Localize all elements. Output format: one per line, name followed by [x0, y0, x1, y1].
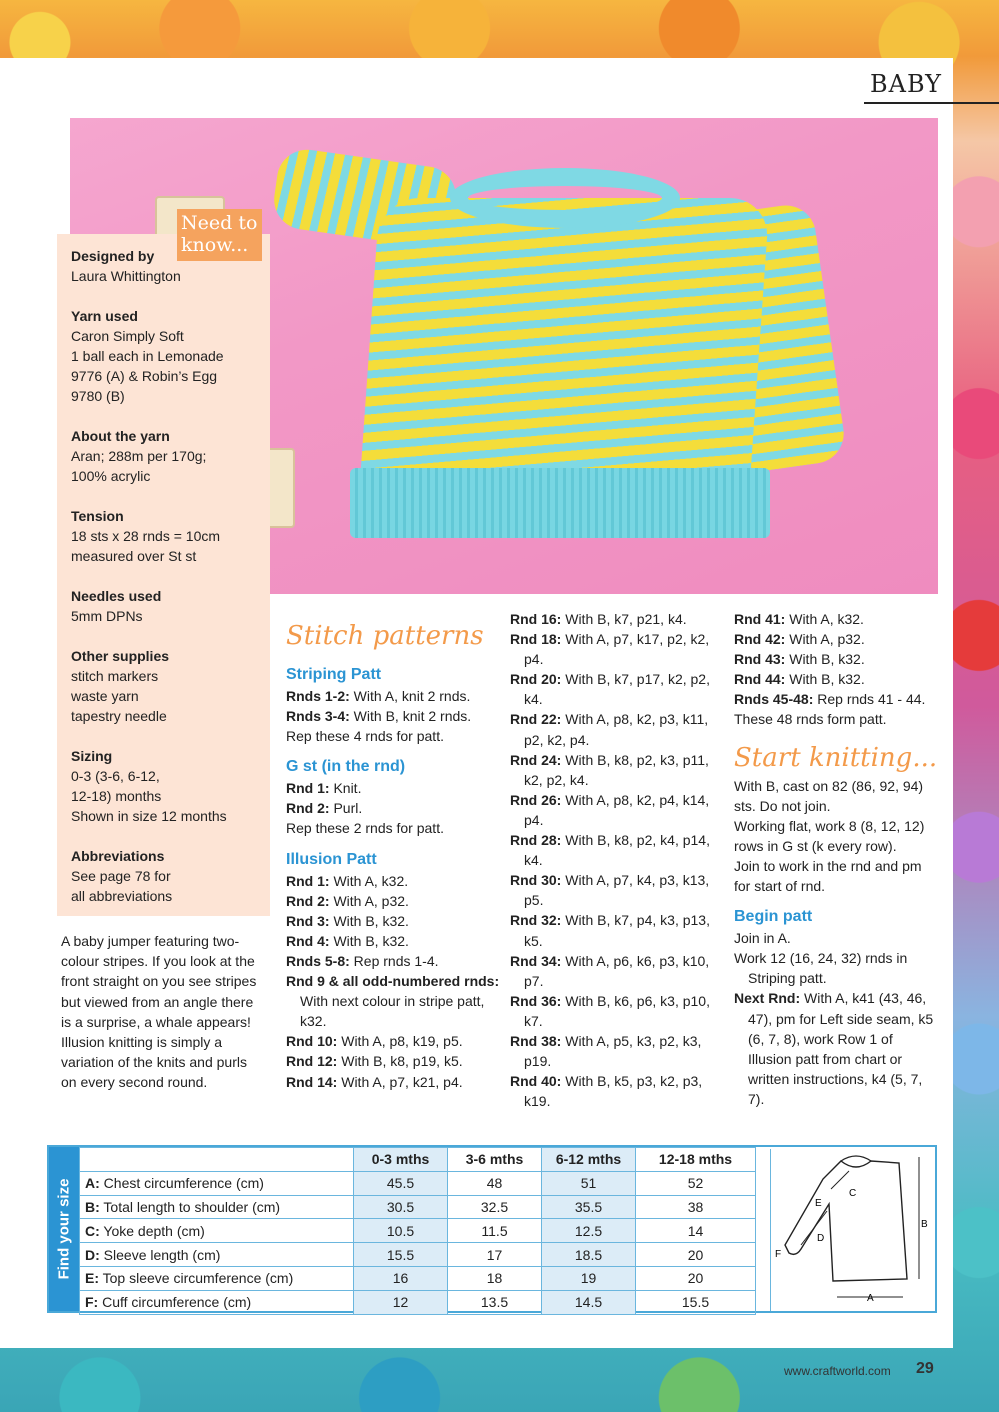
gst-list — [286, 778, 504, 838]
pattern-line — [734, 629, 939, 649]
measurement-value: 19 — [542, 1266, 636, 1290]
round-key: Rnd 16: — [510, 611, 562, 627]
pattern-line — [734, 649, 939, 669]
pattern-line — [734, 709, 939, 729]
measurement-value: 12 — [354, 1290, 448, 1314]
supplies-line: tapestry needle — [71, 708, 167, 724]
designed-by-heading: Designed by — [71, 248, 155, 264]
round-text: With A, k41 (43, 46, 47), pm for Left side seam, k5 (6, 7, 8), work Row 1 of Illusion patt from chart or written instructions, k4 (5, 7, 7). — [748, 990, 934, 1107]
round-text: With A, p7, k4, p3, k13, p5. — [524, 872, 710, 909]
intro-line: colour stripes. If you look at the — [61, 953, 255, 970]
measurement-value: 51 — [542, 1171, 636, 1195]
round-key: Rnd 32: — [510, 912, 562, 929]
sizing-line: 0-3 (3-6, 6-12, — [71, 768, 160, 784]
supplies-line: stitch markers — [71, 668, 159, 684]
round-text: With B, k7, p21, k4. — [561, 611, 687, 627]
measurement-value: 48 — [448, 1171, 542, 1195]
pattern-line — [510, 669, 726, 709]
pattern-line — [510, 629, 726, 669]
pattern-line — [286, 818, 504, 838]
round-key: Rnd 41: — [734, 611, 786, 627]
pattern-line — [286, 911, 504, 931]
pattern-line — [510, 709, 726, 749]
sizing-heading: Sizing — [71, 748, 113, 764]
round-key: Rnd 18: — [510, 631, 562, 648]
round-key: Rnd 4: — [286, 932, 330, 949]
round-text: With B, k32. — [329, 932, 409, 949]
round-key: Next Rnd: — [734, 990, 801, 1007]
start-line: Working flat, work 8 (8, 12, 12) rows in G st (k every row). — [734, 817, 925, 854]
measurement-value: 35.5 — [542, 1195, 636, 1219]
rounds-column — [510, 609, 726, 1111]
supplies-line: waste yarn — [71, 688, 139, 704]
about-yarn-heading: About the yarn — [71, 428, 170, 444]
stitch-patterns-column — [286, 618, 504, 1092]
round-text: With A, k32. — [329, 872, 409, 889]
measurement-value: 13.5 — [448, 1290, 542, 1314]
round-key: Rnd 10: — [286, 1033, 338, 1050]
yarn-line: 9776 (A) & Robin’s Egg — [71, 368, 218, 384]
measurement-value: 20 — [636, 1243, 756, 1267]
table-row — [80, 1219, 756, 1243]
about-line: 100% acrylic — [71, 468, 151, 484]
measurement-label: A: Chest circumference (cm) — [80, 1171, 354, 1195]
pattern-line — [286, 971, 504, 1031]
abbreviations-line: See page 78 for — [71, 868, 171, 884]
round-text: Rep these 2 rnds for patt. — [286, 820, 444, 837]
start-knitting-title: Start knitting... — [734, 742, 938, 773]
footer-url[interactable]: www.craftworld.com — [784, 1364, 891, 1378]
intro-line: front straight on you see stripes — [61, 973, 257, 990]
yarn-line: 9780 (B) — [71, 388, 125, 404]
pattern-line — [734, 669, 939, 689]
round-text: Rep rnds 1-4. — [349, 952, 439, 969]
tension-line: 18 sts x 28 rnds = 10cm — [71, 528, 221, 544]
begin-patt-heading: Begin patt — [734, 908, 813, 926]
start-line: Join to work in the rnd and pm for start of rnd. — [734, 857, 922, 895]
round-text: With A, p8, k2, p4, k14, p4. — [524, 791, 710, 828]
measurement-value: 45.5 — [354, 1171, 448, 1195]
round-key: Rnds 3-4: — [286, 708, 350, 725]
pattern-line — [734, 609, 939, 629]
tension-line: measured over St st — [71, 548, 197, 564]
pattern-line — [734, 928, 939, 948]
intro-line: on every second round. — [61, 1074, 208, 1091]
round-key: Rnd 14: — [286, 1073, 338, 1090]
round-key: Rnds 45-48: — [734, 691, 814, 708]
rounds-list — [510, 609, 726, 1111]
diagram-label: A — [867, 1293, 874, 1304]
round-key: Rnd 43: — [734, 651, 786, 668]
round-text: With A, k32. — [785, 611, 864, 627]
gst-heading: G st (in the rnd) — [286, 758, 406, 776]
pattern-line — [510, 951, 726, 991]
round-text: With B, k7, p17, k2, p2, k4. — [524, 671, 710, 708]
round-key: Rnd 28: — [510, 832, 562, 849]
pattern-line — [286, 726, 504, 746]
round-key: Rnd 2: — [286, 800, 330, 817]
table-header: 12-18 mths — [636, 1148, 756, 1172]
yarn-heading: Yarn used — [71, 308, 138, 324]
round-text: With A, knit 2 rnds. — [349, 688, 471, 704]
pattern-line — [510, 991, 726, 1031]
striping-list — [286, 686, 504, 746]
intro-line: A baby jumper featuring two- — [61, 933, 240, 949]
measurement-value: 18 — [448, 1266, 542, 1290]
round-text: With B, k8, p2, k3, p11, k2, p2, k4. — [524, 751, 709, 788]
round-text: With B, k32. — [329, 912, 409, 929]
table-row — [80, 1290, 756, 1314]
round-text: With A, p5, k3, p2, k3, p19. — [524, 1032, 702, 1070]
section-label: BABY — [864, 70, 999, 104]
round-text: These 48 rnds form patt. — [734, 711, 887, 728]
stitch-patterns-title: Stitch patterns — [286, 621, 484, 651]
round-text: With A, p7, k17, p2, k2, p4. — [524, 631, 710, 668]
measurement-value: 20 — [636, 1266, 756, 1290]
round-key: Rnd 26: — [510, 791, 562, 808]
yarn-line: 1 ball each in Lemonade — [71, 348, 224, 364]
round-text: With A, p32. — [785, 631, 865, 648]
pattern-line — [286, 891, 504, 911]
round-text: With next colour in stripe patt, k32. — [300, 993, 485, 1030]
round-key: Rnd 3: — [286, 912, 330, 929]
measurement-value: 12.5 — [542, 1219, 636, 1243]
needles-line: 5mm DPNs — [71, 608, 143, 624]
intro-line: but viewed from an angle there — [61, 993, 254, 1010]
pattern-line — [286, 1072, 504, 1092]
intro-text — [61, 931, 271, 1093]
diagram-label: C — [849, 1188, 857, 1199]
pattern-line — [286, 951, 504, 971]
table-header — [80, 1148, 354, 1172]
pattern-line — [286, 778, 504, 798]
diagram-label: F — [775, 1249, 782, 1260]
table-row — [80, 1243, 756, 1267]
round-key: Rnd 22: — [510, 711, 562, 728]
pattern-line — [510, 750, 726, 790]
pattern-line — [510, 1071, 726, 1111]
round-key: Rnd 20: — [510, 671, 562, 688]
rounds-list — [734, 609, 939, 730]
round-key: Rnd 12: — [286, 1053, 338, 1070]
pattern-line — [510, 830, 726, 870]
measurement-label: B: Total length to shoulder (cm) — [80, 1195, 354, 1219]
pattern-line — [734, 689, 939, 709]
diagram-label: E — [815, 1198, 822, 1209]
size-table-box — [47, 1145, 937, 1313]
measurement-value: 38 — [636, 1195, 756, 1219]
page-number: 29 — [916, 1360, 934, 1377]
pattern-line — [286, 1031, 504, 1051]
about-line: Aran; 288m per 170g; — [71, 448, 207, 464]
sweater-diagram — [770, 1149, 935, 1311]
illusion-list — [286, 871, 504, 1092]
designer-name: Laura Whittington — [71, 268, 181, 284]
round-text: With B, k6, p6, k3, p10, k7. — [524, 992, 710, 1029]
measurement-value: 15.5 — [354, 1243, 448, 1267]
measurement-label: E: Top sleeve circumference (cm) — [80, 1266, 354, 1290]
pattern-line — [286, 931, 504, 951]
table-header-row — [80, 1148, 756, 1172]
intro-line: Illusion knitting is simply a — [61, 1034, 223, 1051]
tension-heading: Tension — [71, 508, 124, 524]
diagram-label: B — [921, 1219, 928, 1230]
round-key: Rnd 1: — [286, 872, 330, 889]
abbreviations-line: all abbreviations — [71, 888, 173, 904]
illusion-heading: Illusion Patt — [286, 850, 377, 868]
measurement-value: 17 — [448, 1243, 542, 1267]
yarn-line: Caron Simply Soft — [71, 328, 184, 344]
pattern-line — [734, 948, 939, 988]
round-key: Rnd 36: — [510, 992, 562, 1009]
striping-heading: Striping Patt — [286, 666, 382, 683]
round-key: Rnd 44: — [734, 671, 786, 688]
round-text: Knit. — [329, 780, 362, 797]
round-text: With B, knit 2 rnds. — [349, 708, 472, 725]
measurement-value: 11.5 — [448, 1219, 542, 1243]
sweater-illustration — [300, 148, 820, 568]
pattern-line — [510, 870, 726, 910]
info-box — [57, 234, 270, 916]
round-key: Rnd 42: — [734, 631, 786, 648]
size-tab — [49, 1147, 79, 1311]
round-text: Join in A. — [734, 930, 791, 947]
pattern-line — [510, 790, 726, 830]
measurement-diagram — [771, 1149, 936, 1311]
pattern-line — [510, 1031, 726, 1071]
round-text: With B, k7, p4, k3, p13, k5. — [524, 912, 710, 949]
measurement-value: 14 — [636, 1219, 756, 1243]
round-text: With A, p8, k19, p5. — [337, 1033, 463, 1050]
round-text: With B, k8, p19, k5. — [337, 1053, 463, 1070]
measurement-value: 14.5 — [542, 1290, 636, 1314]
round-text: With A, p8, k2, p3, k11, p2, k2, p4. — [524, 711, 709, 748]
round-key: Rnd 38: — [510, 1032, 562, 1049]
measurement-value: 32.5 — [448, 1195, 542, 1219]
measurement-value: 52 — [636, 1171, 756, 1195]
round-text: With A, p7, k21, p4. — [337, 1073, 463, 1090]
start-line: With B, cast on 82 (86, 92, 94) sts. Do not join. — [734, 777, 924, 814]
round-text: With A, p32. — [329, 892, 409, 909]
start-column — [734, 609, 939, 1109]
size-table — [79, 1147, 756, 1315]
round-key: Rnd 9 & all odd-numbered rnds: — [286, 973, 500, 990]
table-header: 6-12 mths — [542, 1148, 636, 1172]
needles-heading: Needles used — [71, 588, 162, 604]
measurement-value: 15.5 — [636, 1290, 756, 1314]
round-text: With A, p6, k6, p3, k10, p7. — [524, 952, 710, 989]
intro-line: is a surprise, a whale appears! — [61, 1013, 251, 1030]
intro-line: variation of the knits and purls — [61, 1054, 247, 1071]
sizing-line: Shown in size 12 months — [71, 808, 227, 824]
size-tab-label: Find your size — [55, 1178, 73, 1280]
table-row — [80, 1266, 756, 1290]
abbreviations-heading: Abbreviations — [71, 848, 165, 864]
round-key: Rnd 24: — [510, 751, 562, 768]
table-header: 3-6 mths — [448, 1148, 542, 1172]
round-text: With B, k32. — [785, 671, 865, 688]
measurement-value: 18.5 — [542, 1243, 636, 1267]
measurement-value: 10.5 — [354, 1219, 448, 1243]
measurement-label: F: Cuff circumference (cm) — [80, 1290, 354, 1314]
round-text: Work 12 (16, 24, 32) rnds in Striping patt. — [734, 950, 908, 987]
pattern-line — [286, 1051, 504, 1071]
pattern-line — [510, 609, 726, 629]
round-key: Rnd 2: — [286, 892, 330, 909]
round-key: Rnd 30: — [510, 872, 562, 889]
begin-list — [734, 928, 939, 1109]
round-key: Rnd 40: — [510, 1073, 562, 1090]
table-row — [80, 1171, 756, 1195]
round-text: With B, k8, p2, k4, p14, k4. — [524, 832, 710, 869]
pattern-line — [286, 871, 504, 891]
pattern-line — [286, 686, 504, 706]
round-text: With B, k32. — [785, 651, 865, 668]
need-to-know-badge: Need to know... — [177, 209, 262, 261]
pattern-line — [510, 910, 726, 950]
round-text: With B, k5, p3, k2, p3, k19. — [524, 1073, 703, 1110]
pattern-line — [286, 798, 504, 818]
round-key: Rnd 34: — [510, 952, 562, 969]
round-text: Rep rnds 41 - 44. — [813, 691, 926, 708]
measurement-value: 16 — [354, 1266, 448, 1290]
round-key: Rnd 1: — [286, 780, 330, 797]
round-text: Purl. — [329, 800, 363, 817]
round-key: Rnds 5-8: — [286, 952, 350, 969]
diagram-label: D — [817, 1233, 825, 1244]
measurement-label: C: Yoke depth (cm) — [80, 1219, 354, 1243]
measurement-value: 30.5 — [354, 1195, 448, 1219]
round-text: Rep these 4 rnds for patt. — [286, 728, 444, 745]
measurement-label: D: Sleeve length (cm) — [80, 1243, 354, 1267]
pattern-line — [734, 988, 939, 1109]
supplies-heading: Other supplies — [71, 648, 170, 664]
sizing-line: 12-18) months — [71, 788, 162, 804]
round-key: Rnds 1-2: — [286, 688, 350, 704]
pattern-line — [286, 706, 504, 726]
table-header: 0-3 mths — [354, 1148, 448, 1172]
table-row — [80, 1195, 756, 1219]
